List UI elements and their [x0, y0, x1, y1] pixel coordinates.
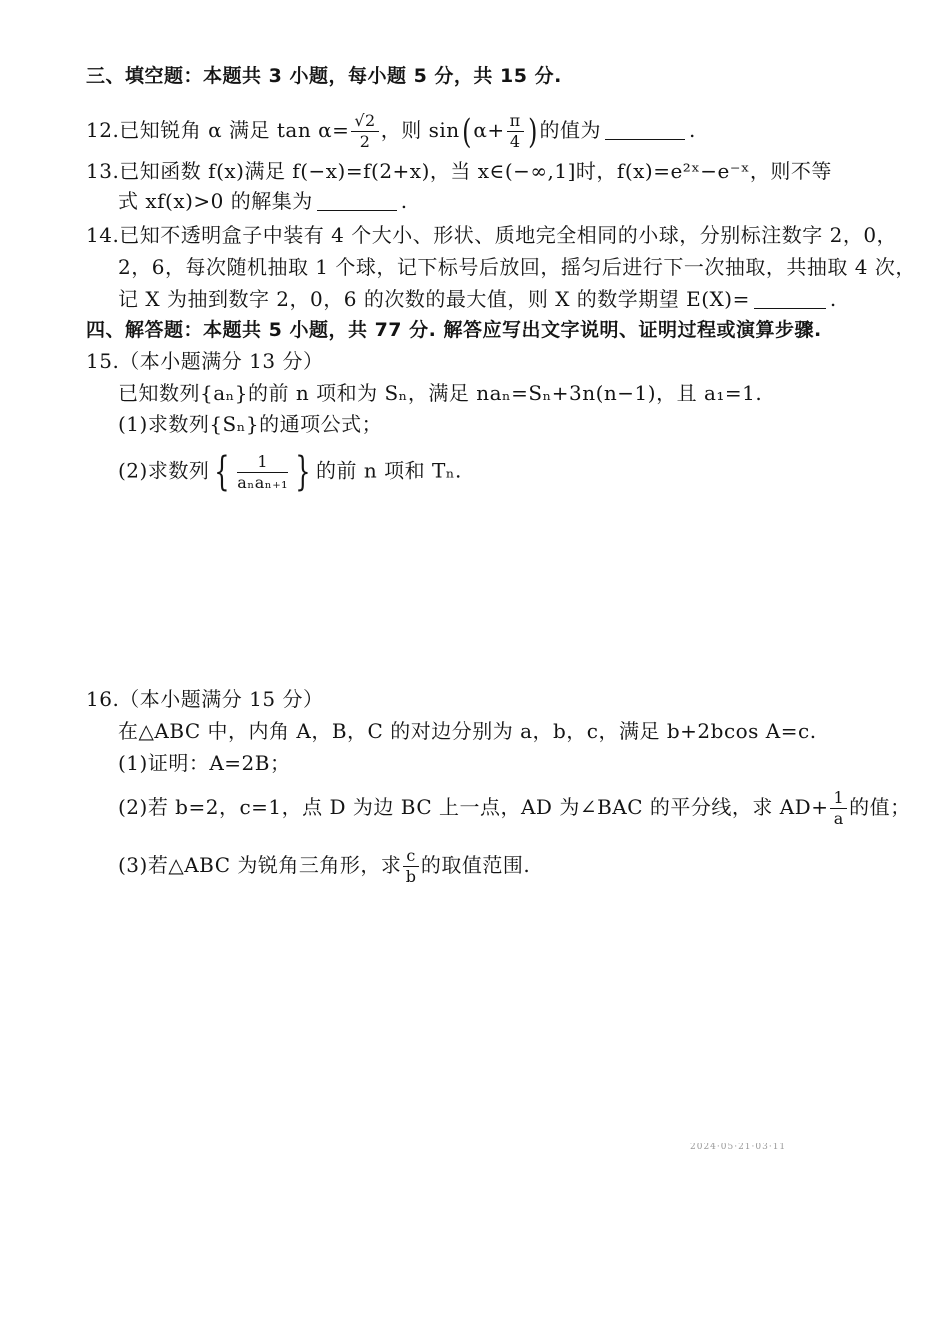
q14-answer-blank: [754, 288, 826, 309]
q16-part3-num: c: [403, 848, 418, 867]
q15-right-brace: }: [295, 449, 311, 495]
question-16-part3: [118, 848, 530, 885]
q12-frac-num: √2: [351, 113, 378, 132]
question-15-title: 15.（本小题满分 13 分）: [86, 349, 324, 373]
q12-pi-num: π: [507, 113, 524, 132]
q16-part3-fraction: [403, 848, 418, 885]
q12-pi-den: 4: [509, 132, 521, 151]
question-12: [86, 113, 696, 150]
q15-left-brace: {: [214, 449, 231, 495]
q14-line3-prefix: 记 X 为抽到数字 2，0，6 的次数的最大值，则 X 的数学期望 E(X)=: [118, 287, 750, 311]
question-14-line3: [118, 285, 837, 313]
footer-smudge: 2024·05·21·03·11: [690, 1143, 787, 1151]
q13-answer-blank: [317, 190, 397, 211]
q15-frac-num: 1: [237, 454, 288, 473]
q12-end: .: [688, 118, 696, 142]
q12-answer-blank: [605, 119, 685, 140]
q15-part2-suffix: 的前 n 项和 Tₙ.: [316, 458, 462, 483]
q12-inner: α+: [473, 118, 505, 142]
q13-line2-end: .: [400, 189, 408, 213]
q16-part3-suffix: 的取值范围.: [420, 853, 531, 877]
q16-part3-prefix: (3)若△ABC 为锐角三角形，求: [118, 853, 402, 877]
q12-frac-den: 2: [359, 132, 371, 151]
question-14-line2: 2，6，每次随机抽取 1 个球，记下标号后放回，摇匀后进行下一次抽取，共抽取 4 次，: [118, 255, 916, 279]
q16-part2-num: 1: [830, 790, 847, 809]
question-16-stem: 在△ABC 中，内角 A，B，C 的对边分别为 a，b，c，满足 b+2bcos A=c.: [118, 719, 817, 743]
q16-part2-suffix: 的值；: [849, 795, 911, 819]
q14-line3-end: .: [829, 287, 837, 311]
question-14-line1: 14.已知不透明盒子中装有 4 个大小、形状、质地完全相同的小球，分别标注数字 2，0，: [86, 223, 898, 247]
question-15-stem: 已知数列{aₙ}的前 n 项和为 Sₙ，满足 naₙ=Sₙ+3n(n−1)，且 a₁=1.: [118, 381, 763, 405]
q12-prefix: 12.已知锐角 α 满足 tan α=: [86, 118, 350, 142]
q12-tan-fraction: [351, 113, 378, 150]
q12-suffix: 的值为: [539, 118, 601, 142]
question-15-part1: (1)求数列{Sₙ}的通项公式；: [118, 412, 383, 436]
q16-part3-den: b: [405, 867, 417, 886]
q16-part2-den: a: [833, 809, 844, 828]
question-16-part1: (1)证明：A=2B；: [118, 751, 291, 775]
q16-part2-fraction: [830, 790, 847, 827]
question-15-part2: [118, 449, 462, 495]
question-13-line1: 13.已知函数 f(x)满足 f(−x)=f(2+x)，当 x∈(−∞,1]时，f(x)=e²ˣ−e⁻ˣ，则不等: [86, 159, 832, 183]
question-16-part2: [118, 790, 911, 827]
section4-heading: 四、解答题：本题共 5 小题，共 77 分. 解答应写出文字说明、证明过程或演算步骤.: [86, 319, 822, 341]
section3-heading: 三、填空题：本题共 3 小题，每小题 5 分，共 15 分.: [86, 65, 562, 87]
question-16-title: 16.（本小题满分 15 分）: [86, 687, 324, 711]
q12-pi-fraction: [507, 113, 524, 150]
q12-mid: ，则 sin: [380, 118, 460, 142]
q13-line2-prefix: 式 xf(x)>0 的解集为: [118, 189, 313, 213]
q16-part2-prefix: (2)若 b=2，c=1，点 D 为边 BC 上一点，AD 为∠BAC 的平分线，求 AD+: [118, 795, 829, 819]
q15-frac-den: aₙaₙ₊₁: [237, 472, 289, 492]
q12-right-paren: ): [527, 111, 538, 152]
question-13-line2: [118, 187, 408, 215]
q15-sequence-fraction: [237, 451, 289, 492]
q12-left-paren: (: [461, 111, 472, 152]
q15-part2-prefix: (2)求数列: [118, 458, 210, 483]
